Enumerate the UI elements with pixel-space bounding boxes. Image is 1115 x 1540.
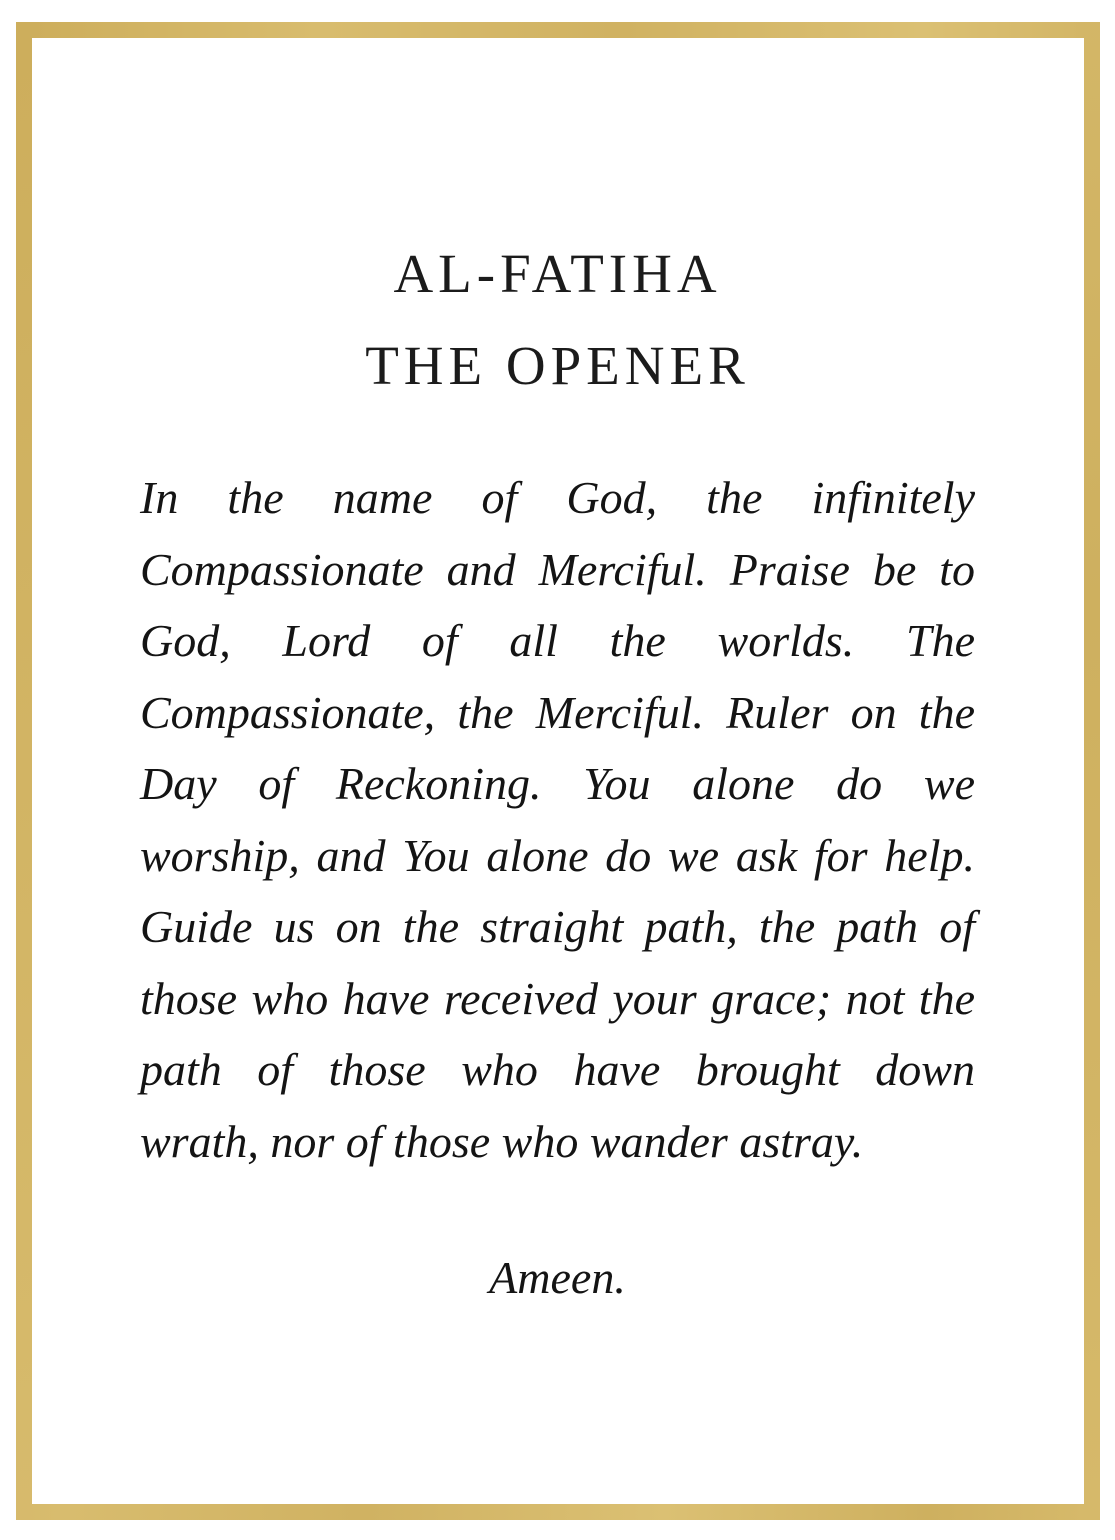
prayer-line: Compassionate and Merciful. Praise be to	[140, 543, 975, 595]
closing-text-ameen: Ameen.	[489, 1252, 626, 1303]
prayer-line: Compassionate, the Merciful. Ruler on the	[140, 686, 975, 738]
title-line-surah-name: AL-FATIHA	[393, 243, 722, 304]
poster-title	[0, 228, 1115, 412]
prayer-line: worship, and You alone do we ask for help.	[140, 829, 975, 881]
prayer-line: God, Lord of all the worlds. The	[140, 615, 975, 666]
prayer-line: In the name of God, the infinitely	[140, 472, 975, 523]
prayer-line: path of those who have brought down	[140, 1044, 975, 1095]
prayer-line: Day of Reckoning. You alone do we	[140, 758, 975, 809]
prayer-line: those who have received your grace; not the	[140, 972, 975, 1024]
prayer-paragraph	[140, 462, 975, 1177]
prayer-line: wrath, nor of those who wander astray.	[140, 1115, 864, 1167]
title-line-translation: THE OPENER	[365, 335, 750, 396]
prayer-line: Guide us on the straight path, the path of	[140, 901, 975, 952]
